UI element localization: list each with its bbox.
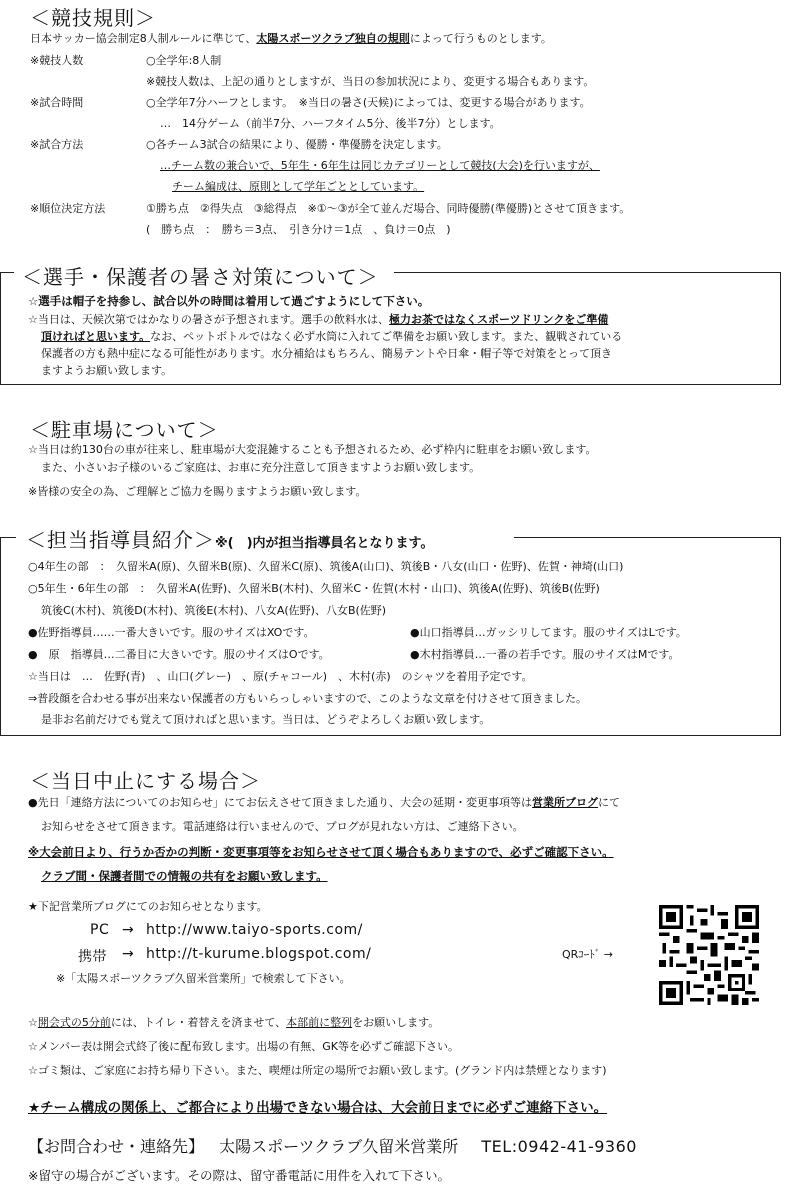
coach-grade56-2: 筑後C(木村)、筑後D(木村)、筑後E(木村)、八女A(佐野)、八女B(佐野) (41, 604, 387, 617)
cancel-line-3: ※大会前日より、行うか否かの判断・変更事項等をお知らせさせて頂く場合もありますので、必ずご確認下さい。 (28, 845, 614, 859)
coach-note-2: 是非お名前だけでも覚えて頂ければと思います。当日は、どうぞよろしくお願い致します。 (41, 713, 491, 726)
cancel-line-1: ●先日「連絡方法についてのお知らせ」にてお伝えさせて頂きました通り、大会の延期・変更事項等は営業所ブログにて (28, 796, 621, 809)
notes-line-1: ☆開会式の5分前には、トイレ・着替えを済ませて、本部前に整列をお願いします。 (28, 1016, 440, 1029)
coach-note-1: ⇒普段顔を合わせる事が出来ない保護者の方もいらっしゃいますので、このような文章を付けさせて頂きました。 (28, 692, 587, 705)
coach-yamaguchi: ●山口指導員…ガッシリしてます。服のサイズはLです。 (410, 626, 687, 639)
important-notice: ★チーム構成の関係上、ご都合により出場できない場合は、大会前日までに必ずご連絡下さい。 (28, 1100, 608, 1116)
method-line-1: ○各チーム3試合の結果により、優勝・準優勝を決定します。 (146, 138, 448, 151)
time-line-1: ○全学年7分ハーフとします。 ※当日の暑さ(天候)によっては、変更する場合があります。 (146, 96, 591, 109)
qr-label: QRｺｰﾄﾞ → (562, 948, 614, 961)
parking-title: ＜駐車場について＞ (30, 418, 219, 442)
coach-grade4: ○4年生の部 ： 久留米A(原)、久留米B(原)、久留米C(原)、筑後A(山口)、筑後B・八女(山口・佐野)、佐賀・神埼(山口) (28, 560, 624, 573)
rules-intro: 日本サッカー協会制定8人制ルールに準じて、太陽スポーツクラブ独自の規則によって行うものとします。 (30, 32, 552, 45)
parking-line-2: また、小さいお子様のいるご家庭は、お車に充分注意して頂きますようお願い致します。 (41, 461, 481, 474)
players-line-1: ○全学年:8人制 (146, 54, 222, 67)
time-line-2: … 14分ゲーム（前半7分、ハーフタイム5分、後半7分）とします。 (160, 117, 501, 130)
rules-title: ＜競技規則＞ (30, 6, 156, 30)
coach-header (22, 524, 437, 553)
heat-line-2: ☆当日は、天候次第ではかなりの暑さが予想されます。選手の飲料水は、極力お茶ではなくスポーツドリンクをご準備 (28, 313, 609, 326)
coach-kimura: ●木村指導員…一番の若手です。服のサイズはMです。 (410, 648, 680, 661)
heat-line-1: ☆選手は帽子を持参し、試合以外の時間は着用して過ごすようにして下さい。 (28, 294, 430, 308)
coach-grade56-1: ○5年生・6年生の部 ： 久留米A(佐野)、久留米B(木村)、久留米C・佐賀(木村・山口)、筑後A(佐野)、筑後B(佐野) (28, 582, 600, 595)
time-label: ※試合時間 (30, 96, 84, 109)
heat-title: ＜選手・保護者の暑さ対策について＞ (18, 261, 383, 290)
coach-shirts: ☆当日は … 佐野(青) 、山口(グレー) 、原(チャコール) 、木村(赤) のシャツを着用予定です。 (28, 670, 533, 683)
parking-line-1: ☆当日は約130台の車が往来し、駐車場が大変混雑することも予想されるため、必ず枠内に駐車をお願い致します。 (28, 443, 597, 456)
notes-line-2: ☆メンバー表は開会式終了後に配布致します。出場の有無、GK等を必ずご確認下さい。 (28, 1040, 459, 1053)
cancel-line-2: お知らせをさせて頂きます。電話連絡は行いませんので、ブログが見れない方は、ご連絡下さい。 (41, 820, 524, 833)
heat-line-4: 保護者の方も熱中症になる可能性があります。水分補給はもちろん、簡易テントや日傘・帽子等で対策をとって頂き (41, 347, 613, 360)
mobile-url-link[interactable]: http://t-kurume.blogspot.com/ (146, 946, 372, 962)
coach-title: ＜担当指導員紹介＞ (26, 528, 215, 552)
mobile-arrow-icon: → (122, 946, 135, 962)
pc-arrow-icon: → (122, 922, 135, 938)
players-line-2: ※競技人数は、上記の通りとしますが、当日の参加状況により、変更する場合もあります。 (146, 75, 595, 88)
players-label: ※競技人数 (30, 54, 84, 67)
method-line-2: …チーム数の兼合いで、5年生・6年生は同じカテゴリーとして競技(大会)を行いますが、 (160, 159, 600, 172)
contact-tel: TEL:0942-41-9360 (481, 1137, 637, 1156)
rank-line-2: ( 勝ち点 ： 勝ち＝3点、 引き分け＝1点 、負け＝0点 ) (146, 223, 451, 236)
rank-line-1: ①勝ち点 ②得失点 ③総得点 ※①～③が全て並んだ場合、同時優勝(準優勝)とさせて頂きます。 (146, 202, 631, 215)
qr-code-icon[interactable] (657, 905, 761, 1005)
method-line-3: チーム編成は、原則として学年ごととしています。 (172, 180, 425, 193)
cancel-title: ＜当日中止にする場合＞ (30, 769, 261, 793)
coach-sano: ●佐野指導員……一番大きいです。服のサイズはXOです。 (28, 626, 315, 639)
notes-line-3: ☆ゴミ類は、ご家庭にお持ち帰り下さい。また、喫煙は所定の場所でお願い致します。(グランド内は禁煙となります) (28, 1064, 607, 1077)
coach-title-note: ※( )内が担当指導員名となります。 (215, 536, 434, 551)
method-label: ※試合方法 (30, 138, 84, 151)
search-note: ※「太陽スポーツクラブ久留米営業所」で検索して下さい。 (56, 972, 351, 985)
contact-note: ※留守の場合がございます。その際は、留守番電話に用件を入れて下さい。 (28, 1168, 450, 1183)
contact-name: 太陽スポーツクラブ久留米営業所 (219, 1137, 459, 1156)
pc-label: PC (90, 922, 110, 938)
mobile-label: 携帯 (78, 949, 107, 965)
rank-label: ※順位決定方法 (30, 202, 106, 215)
heat-line-5: ますようお願い致します。 (41, 364, 173, 377)
coach-hara: ● 原 指導員…二番目に大きいです。服のサイズはOです。 (28, 648, 330, 661)
pc-url-link[interactable]: http://www.taiyo-sports.com/ (146, 922, 363, 938)
cancel-line-4: クラブ間・保護者間での情報の共有をお願い致します。 (41, 869, 328, 883)
contact-line (28, 1134, 637, 1157)
heat-line-3: 頂ければと思います。なお、ペットボトルではなく必ず水筒に入れてご準備をお願い致します。また、観戦されている (41, 330, 623, 343)
contact-label: 【お問合わせ・連絡先】 (28, 1137, 205, 1156)
parking-line-3: ※皆様の安全の為、ご理解とご協力を賜りますようお願い致します。 (28, 485, 367, 498)
blog-note: ★下記営業所ブログにてのお知らせとなります。 (28, 900, 268, 913)
